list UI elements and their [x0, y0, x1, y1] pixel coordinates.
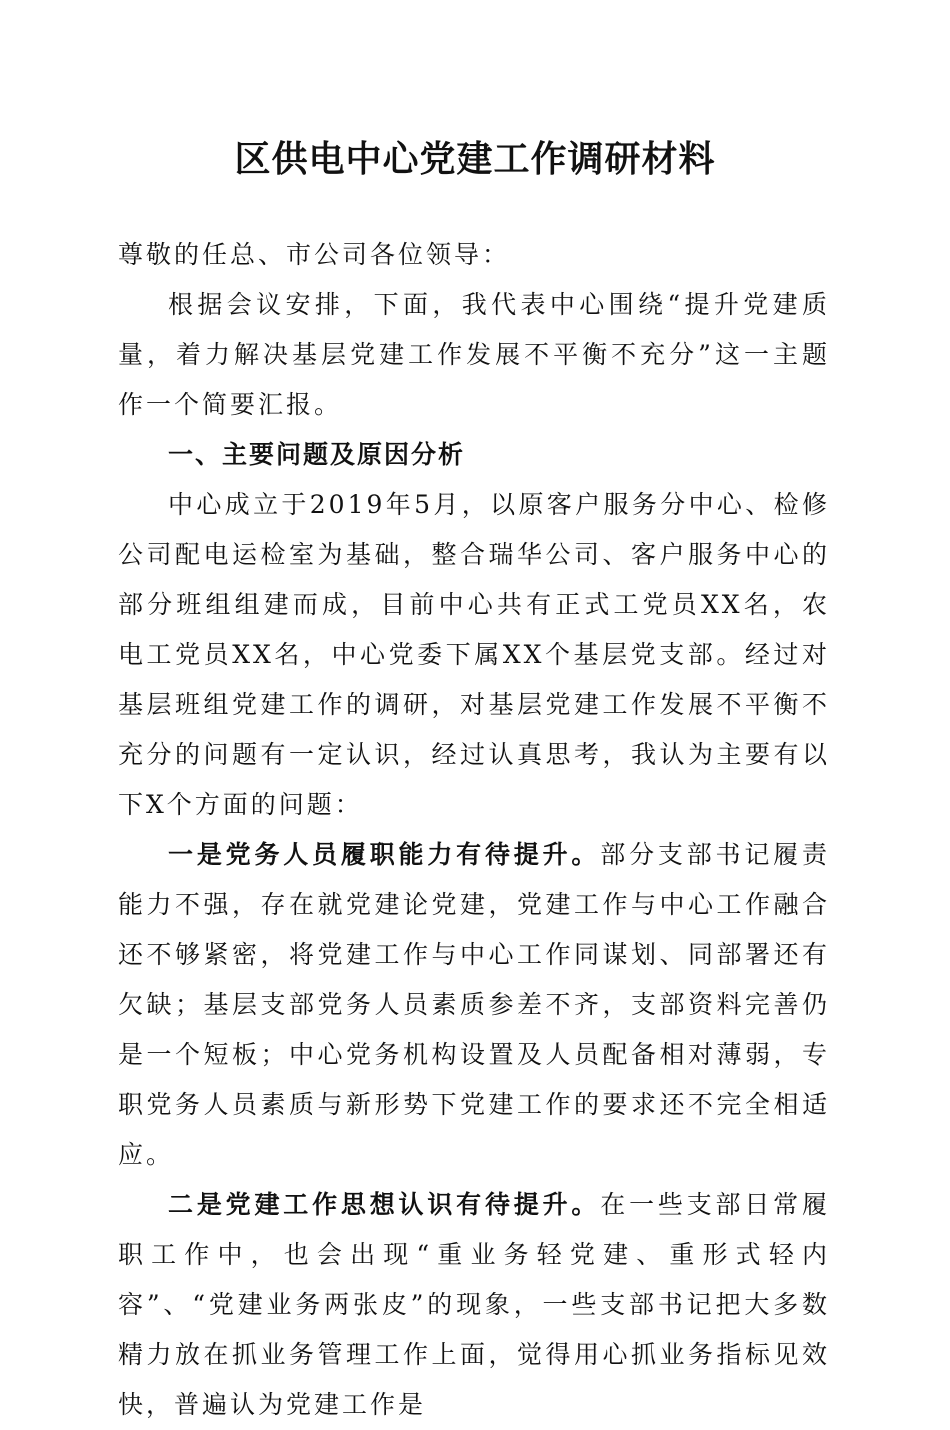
intro-paragraph: 根据会议安排，下面，我代表中心围绕“提升党建质量，着力解决基层党建工作发展不平衡不充分”这一主题作一个简要汇报。 — [118, 290, 830, 419]
section-paragraph: 中心成立于2019年5月，以原客户服务分中心、检修公司配电运检室为基础，整合瑞华公司、客户服务中心的部分班组组建而成，目前中心共有正式工党员XX名，农电工党员XX名，中心党委下属XX个基层党支部。经过对基层班组党建工作的调研，对基层党建工作发展不平衡不充分的问题有一定认识，经过认真思考，我认为主要有以下X个方面的问题： — [118, 490, 830, 819]
section-heading: 一、主要问题及原因分析 — [168, 440, 466, 469]
point-two-text: 在一些支部日常履职工作中，也会出现“重业务轻党建、重形式轻内容”、“党建业务两张皮”的现象，一些支部书记把大多数精力放在抓业务管理工作上面，觉得用心抓业务指标见效快，普遍认为党建工作是 — [118, 1190, 830, 1419]
point-one-lead: 一是党务人员履职能力有待提升。 — [168, 840, 601, 869]
point-two-paragraph — [118, 1180, 830, 1430]
point-one-text: 部分支部书记履责能力不强，存在就党建论党建，党建工作与中心工作融合还不够紧密，将党建工作与中心工作同谋划、同部署还有欠缺；基层支部党务人员素质参差不齐，支部资料完善仍是一个短板；中心党务机构设置及人员配备相对薄弱，专职党务人员素质与新形势下党建工作的要求还不完全相适应。 — [118, 840, 830, 1169]
point-one-paragraph — [118, 830, 830, 1180]
point-two-lead: 二是党建工作思想认识有待提升。 — [168, 1190, 601, 1219]
salutation: 尊敬的任总、市公司各位领导： — [118, 240, 511, 269]
document-title: 区供电中心党建工作调研材料 — [234, 139, 716, 180]
document-body — [118, 230, 830, 1430]
